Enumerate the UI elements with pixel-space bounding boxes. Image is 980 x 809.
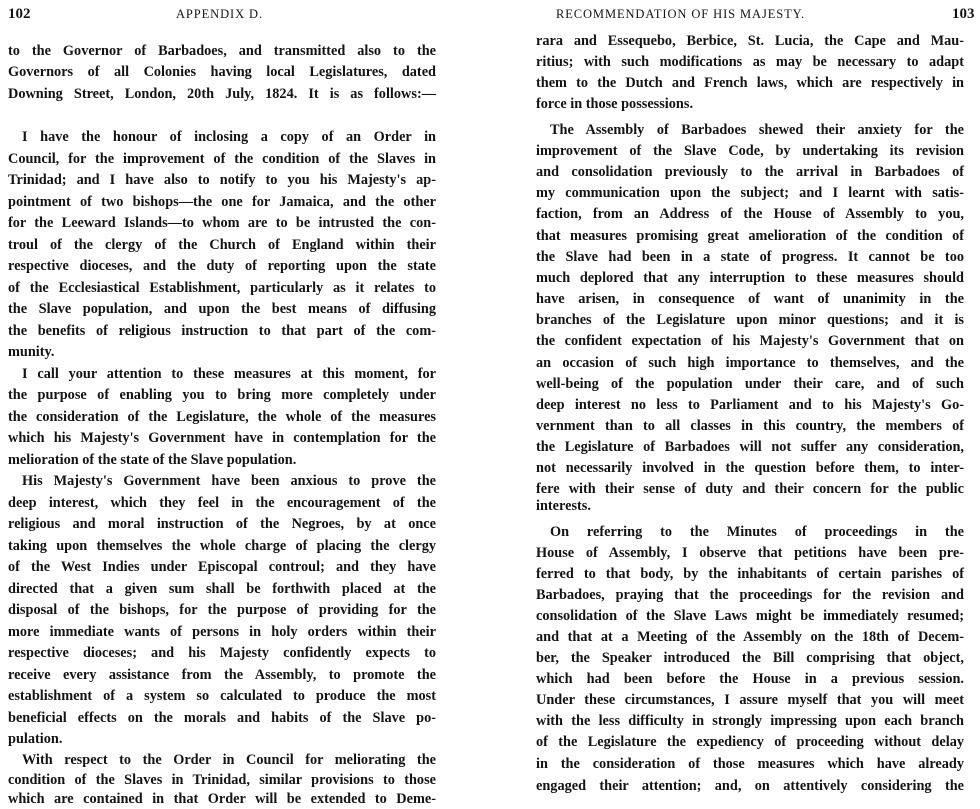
text-line: directed that a given sum shall be forthwith placed at the bbox=[8, 581, 436, 597]
text-line: the confident expectation of his Majesty's Government that on bbox=[536, 333, 964, 349]
text-line: ferred to that body, by the inhabitants of certain parishes of bbox=[536, 566, 964, 582]
text-line: religious and moral instruction of the Negroes, by at once bbox=[8, 516, 436, 532]
text-line: House of Assembly, I observe that petitions have been pre- bbox=[536, 545, 964, 561]
text-line: the Legislature of Barbadoes will not suffer any consideration, bbox=[536, 439, 964, 455]
text-line: the benefits of religious instruction to that part of the com- bbox=[8, 323, 436, 339]
text-line: troul of the clergy of the Church of England within their bbox=[8, 237, 436, 253]
text-line: and that at a Meeting of the Assembly on the 18th of Decem- bbox=[536, 629, 964, 645]
text-line: my communication upon the subject; and I learnt with satis- bbox=[536, 185, 964, 201]
text-line: respective dioceses, and the duty of reporting upon the state bbox=[8, 258, 436, 274]
text-line: taking upon themselves the whole charge of placing the clergy bbox=[8, 538, 436, 554]
text-line: which his Majesty's Government have in contemplation for the bbox=[8, 430, 436, 446]
text-line: receive every assistance from the Assembly, to promote the bbox=[8, 667, 436, 683]
text-line: branches of the Legislature upon minor questions; and it is bbox=[536, 312, 964, 328]
text-line: I call your attention to these measures at this moment, for bbox=[22, 366, 436, 382]
text-line: deep interest no less to Parliament and to his Majesty's Go- bbox=[536, 397, 964, 413]
text-line: Governors of all Colonies having local Legislatures, dated bbox=[8, 64, 436, 80]
text-line: the consideration of the Legislature, the whole of the measures bbox=[8, 409, 436, 425]
text-line: more immediate wants of persons in holy orders within their bbox=[8, 624, 436, 640]
page-number: 102 bbox=[8, 6, 31, 22]
text-line: Council, for the improvement of the condition of the Slaves in bbox=[8, 151, 436, 167]
text-line: ritius; with such modifications as may be necessary to adapt bbox=[536, 54, 964, 70]
text-line: the purpose of enabling you to bring more completely under bbox=[8, 387, 436, 403]
text-line: Trinidad; and I have also to notify to you his Majesty's ap- bbox=[8, 172, 436, 188]
left-page bbox=[0, 0, 490, 807]
running-head: APPENDIX D. bbox=[176, 7, 263, 21]
text-line: ber, the Speaker introduced the Bill comprising that object, bbox=[536, 650, 964, 666]
text-line: beneficial effects on the morals and habits of the Slave po- bbox=[8, 710, 436, 726]
text-line: engaged their attention; and, on attentively considering the bbox=[536, 778, 964, 794]
text-line: that measures promising great amelioration of the condition of bbox=[536, 228, 964, 244]
text-line: respective dioceses; and his Majesty confidently expects to bbox=[8, 645, 436, 661]
text-line: well-being of the population under their care, and of such bbox=[536, 376, 964, 392]
text-line: of the Ecclesiastical Establishment, particularly as it relates to bbox=[8, 280, 436, 296]
text-line: to the Governor of Barbadoes, and transmitted also to the bbox=[8, 43, 436, 59]
text-line: and consolidation previously to the arrival in Barbadoes of bbox=[536, 164, 964, 180]
text-line: melioration of the state of the Slave population. bbox=[8, 452, 297, 468]
text-line: establishment of a system so calculated to produce the most bbox=[8, 688, 436, 704]
running-head: RECOMMENDATION OF HIS MAJESTY. bbox=[556, 7, 806, 21]
text-line: interests. bbox=[536, 498, 591, 514]
text-line: rara and Essequebo, Berbice, St. Lucia, the Cape and Mau- bbox=[536, 33, 964, 49]
text-line: munity. bbox=[8, 344, 55, 360]
text-line: pointment of two bishops—the one for Jamaica, and the other bbox=[8, 194, 436, 210]
text-line: not necessarily involved in the question before them, to inter- bbox=[536, 460, 964, 476]
text-line: force in those possessions. bbox=[536, 96, 694, 112]
text-line: which had been before the House in a previous session. bbox=[536, 671, 964, 687]
text-line: have arisen, in consequence of want of unanimity in the bbox=[536, 291, 964, 307]
text-line: much deplored that any interruption to these measures should bbox=[536, 270, 964, 286]
text-line: I have the honour of inclosing a copy of an Order in bbox=[22, 129, 436, 145]
text-line: of the West Indies under Episcopal controul; and they have bbox=[8, 559, 436, 575]
text-line: Barbadoes, praying that the proceedings for the revision and bbox=[536, 587, 964, 603]
text-line: fere with their sense of duty and their concern for the public bbox=[536, 481, 964, 497]
text-line: with the less difficulty in strongly impressing upon each branch bbox=[536, 713, 964, 729]
text-line: the Slave had been in a state of progress. It cannot be too bbox=[536, 249, 964, 265]
page-number: 103 bbox=[952, 6, 975, 22]
text-line: vernment than to all classes in this country, the members of bbox=[536, 418, 964, 434]
text-line: Downing Street, London, 20th July, 1824. It is as follows:— bbox=[8, 86, 436, 102]
text-line: The Assembly of Barbadoes shewed their anxiety for the bbox=[550, 122, 964, 138]
text-line: faction, from an Address of the House of Assembly to you, bbox=[536, 206, 964, 222]
right-page bbox=[490, 0, 980, 807]
text-line: them to the Dutch and French laws, which are respectively in bbox=[536, 75, 964, 91]
text-line: His Majesty's Government have been anxious to prove the bbox=[22, 473, 436, 489]
text-line: in the consideration of those measures which have already bbox=[536, 756, 964, 772]
text-line: Under these circumstances, I assure myself that you will meet bbox=[536, 692, 964, 708]
text-line: pulation. bbox=[8, 731, 63, 747]
text-line: an occasion of such high importance to themselves, and the bbox=[536, 355, 964, 371]
text-line: for the Leeward Islands—to whom are to be intrusted the con- bbox=[8, 215, 436, 231]
text-line: which are contained in that Order will be extended to Deme- bbox=[8, 791, 436, 807]
text-line: With respect to the Order in Council for meliorating the bbox=[22, 752, 436, 768]
text-line: On referring to the Minutes of proceedings in the bbox=[550, 524, 964, 540]
text-line: deep interest, which they feel in the encouragement of the bbox=[8, 495, 436, 511]
text-line: improvement of the Slave Code, by undertaking its revision bbox=[536, 143, 964, 159]
text-line: disposal of the bishops, for the purpose of providing for the bbox=[8, 602, 436, 618]
text-line: consolidation of the Slave Laws might be immediately resumed; bbox=[536, 608, 964, 624]
text-line: the Slave population, and upon the best means of diffusing bbox=[8, 301, 436, 317]
text-line: of the Legislature the expediency of proceeding without delay bbox=[536, 734, 964, 750]
text-line: condition of the Slaves in Trinidad, similar provisions to those bbox=[8, 772, 436, 788]
